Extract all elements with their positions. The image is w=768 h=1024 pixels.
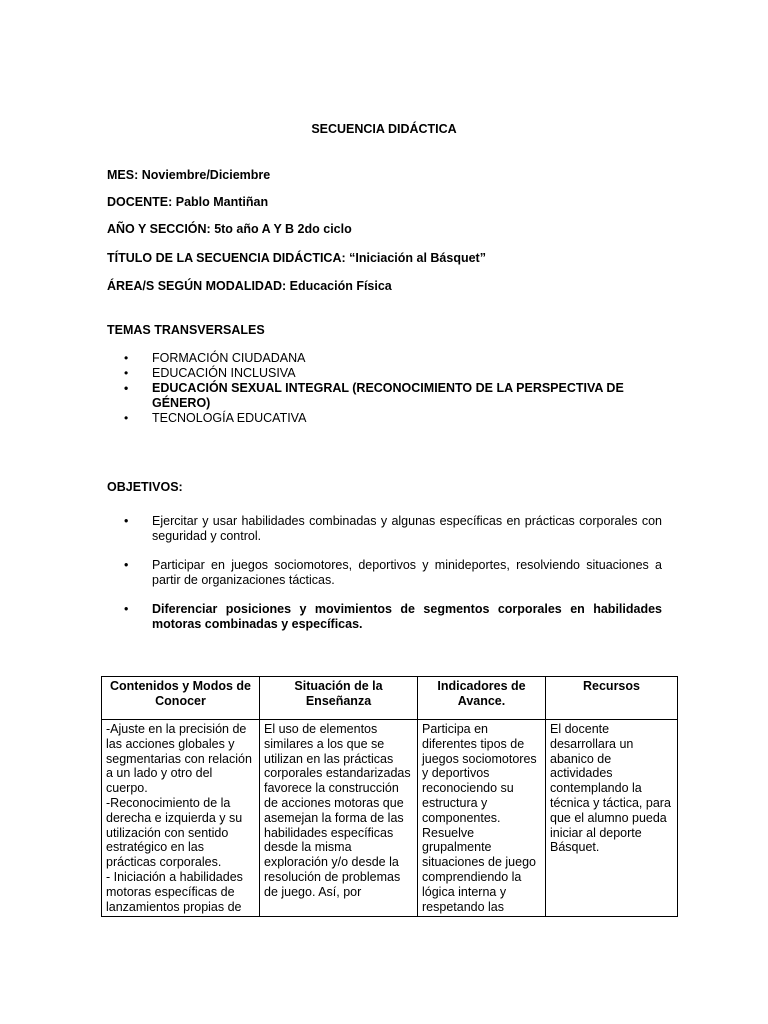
cell-situacion: El uso de elementos similares a los que se utilizan en las prácticas corporales estandarizadas favorece la construcción de acciones motoras que asemejan la forma de las habilidades específicas desde la misma exploración y/o desde la resolución de problemas de juego. Así, por bbox=[260, 720, 418, 917]
objetivo-text: Diferenciar posiciones y movimientos de segmentos corporales en habilidades motoras combinadas y específicas. bbox=[152, 602, 662, 631]
list-item bbox=[107, 366, 667, 381]
header-situacion: Situación de la Enseñanza bbox=[260, 677, 418, 720]
field-area: ÁREA/S SEGÚN MODALIDAD: Educación Física bbox=[107, 279, 392, 293]
objetivo-item bbox=[107, 602, 662, 632]
bullet-icon: • bbox=[124, 366, 129, 380]
header-recursos: Recursos bbox=[546, 677, 678, 720]
bullet-icon: • bbox=[124, 602, 129, 616]
bullet-icon: • bbox=[124, 514, 129, 528]
table-row bbox=[102, 720, 678, 917]
temas-list bbox=[107, 351, 667, 426]
cell-indicadores: Participa en diferentes tipos de juegos sociomotores y deportivos reconociendo su estructura y componentes. Resuelve grupalmente situaciones de juego comprendiendo la lógica interna y respetando las bbox=[418, 720, 546, 917]
objetivo-item bbox=[107, 514, 662, 544]
bullet-icon: • bbox=[124, 351, 129, 365]
tema-text: EDUCACIÓN SEXUAL INTEGRAL (RECONOCIMIENTO DE LA PERSPECTIVA DE GÉNERO) bbox=[152, 381, 624, 410]
tema-text: FORMACIÓN CIUDADANA bbox=[152, 351, 306, 365]
secuencia-table bbox=[101, 676, 678, 917]
field-mes: MES: Noviembre/Diciembre bbox=[107, 168, 271, 182]
table-header-row bbox=[102, 677, 678, 720]
bullet-icon: • bbox=[124, 558, 129, 572]
header-contenidos: Contenidos y Modos de Conocer bbox=[102, 677, 260, 720]
cell-recursos: El docente desarrollara un abanico de actividades contemplando la técnica y táctica, para que el alumno pueda iniciar al deporte Básquet. bbox=[546, 720, 678, 917]
field-anio-seccion: AÑO Y SECCIÓN: 5to año A Y B 2do ciclo bbox=[107, 222, 352, 236]
header-indicadores: Indicadores de Avance. bbox=[418, 677, 546, 720]
field-docente: DOCENTE: Pablo Mantiñan bbox=[107, 195, 269, 209]
list-item bbox=[107, 411, 667, 426]
bullet-icon: • bbox=[124, 381, 129, 395]
cell-contenidos: -Ajuste en la precisión de las acciones globales y segmentarias con relación a un lado y otro del cuerpo. -Reconocimiento de la derecha e izquierda y su utilización con sentido estratégico en las prácticas corporales. - Iniciación a habilidades motoras específicas de lanzamientos propias de bbox=[102, 720, 260, 917]
tema-text: TECNOLOGÍA EDUCATIVA bbox=[152, 411, 307, 425]
objetivos-heading: OBJETIVOS: bbox=[107, 480, 183, 494]
temas-heading: TEMAS TRANSVERSALES bbox=[107, 323, 265, 337]
list-item bbox=[107, 351, 667, 366]
objetivo-text: Ejercitar y usar habilidades combinadas y algunas específicas en prácticas corporales con seguridad y control. bbox=[152, 514, 662, 543]
list-item bbox=[107, 381, 667, 411]
bullet-icon: • bbox=[124, 411, 129, 425]
objetivo-text: Participar en juegos sociomotores, deportivos y minideportes, resolviendo situaciones a partir de organizaciones tácticas. bbox=[152, 558, 662, 587]
field-titulo: TÍTULO DE LA SECUENCIA DIDÁCTICA: “Iniciación al Básquet” bbox=[107, 251, 486, 265]
objetivo-item bbox=[107, 558, 662, 588]
tema-text: EDUCACIÓN INCLUSIVA bbox=[152, 366, 296, 380]
document-title: SECUENCIA DIDÁCTICA bbox=[311, 122, 457, 136]
